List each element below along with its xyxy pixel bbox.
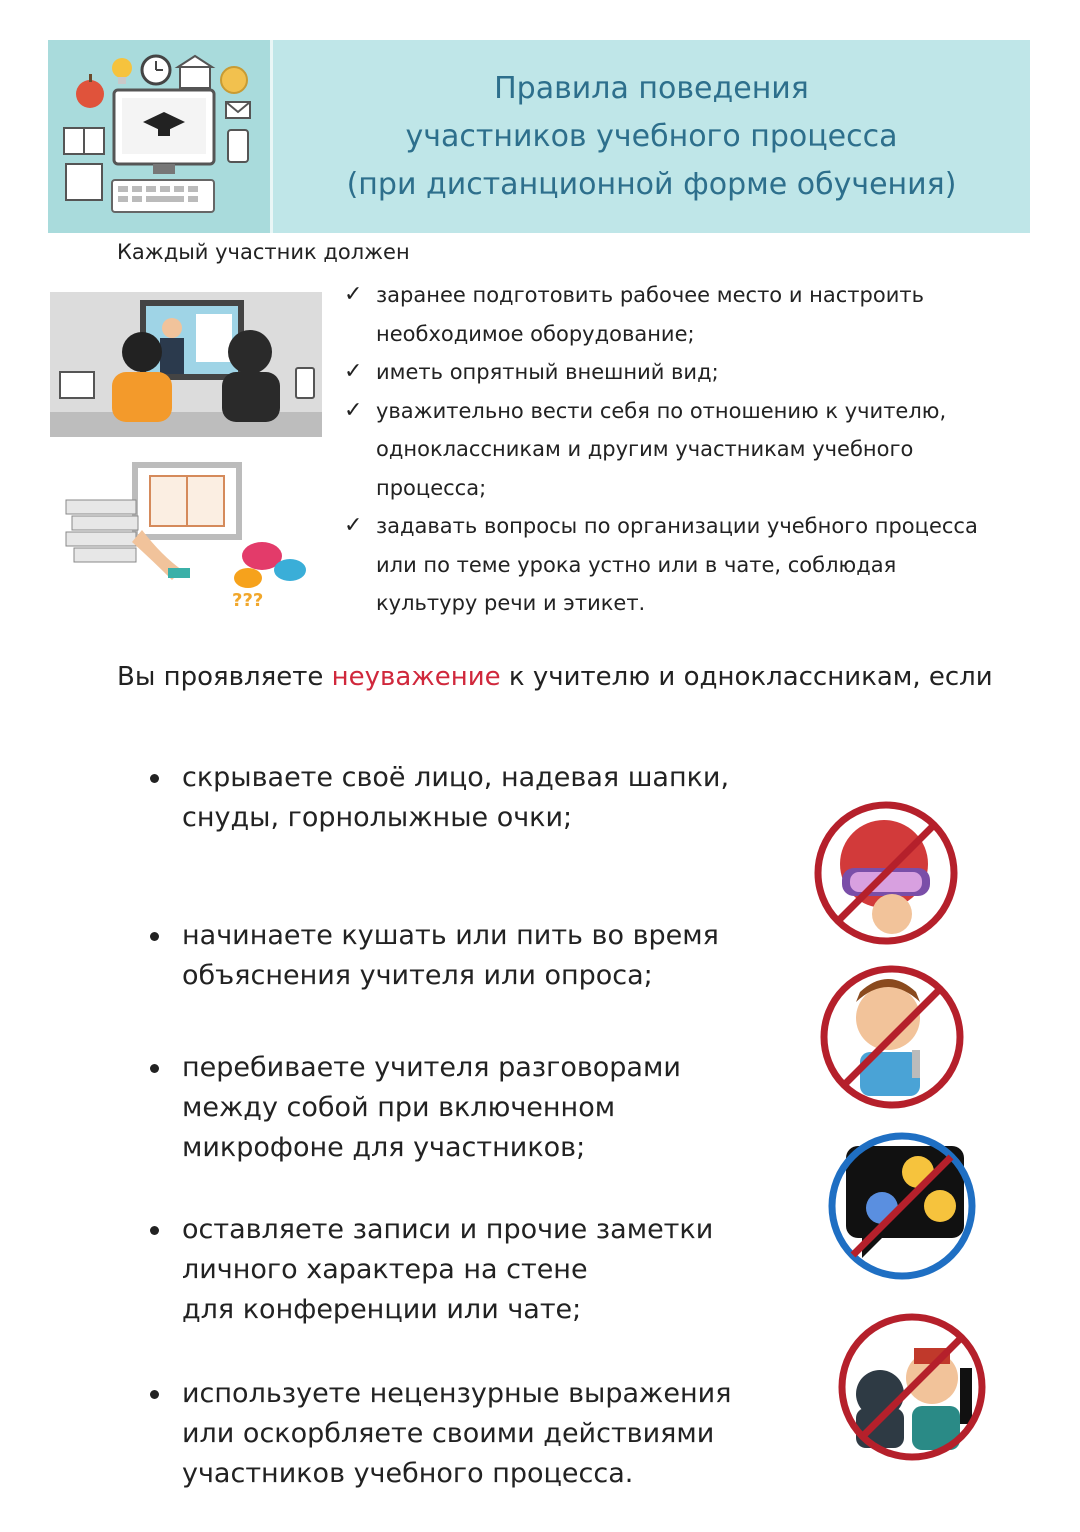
list-item bbox=[340, 276, 1060, 353]
list-item bbox=[340, 353, 1060, 392]
rule-line: микрофоне для участников; bbox=[182, 1132, 586, 1163]
rule-line: личного характера на стене bbox=[182, 1254, 588, 1285]
duty-line: необходимое оборудование; bbox=[376, 321, 695, 346]
svg-text:???: ??? bbox=[232, 590, 264, 610]
duty-line: иметь опрятный внешний вид; bbox=[376, 360, 719, 384]
rule-line: участников учебного процесса. bbox=[182, 1458, 634, 1489]
rule-line: для конференции или чате; bbox=[182, 1294, 582, 1325]
page-title bbox=[273, 40, 1030, 233]
check-icon: ✓ bbox=[344, 513, 363, 538]
title-line: (при дистанционной форме обучения) bbox=[346, 166, 957, 202]
list-item bbox=[340, 392, 1060, 508]
heading-text: Вы проявляете bbox=[117, 662, 332, 692]
duty-line: заранее подготовить рабочее место и настроить bbox=[376, 283, 924, 307]
check-icon: ✓ bbox=[344, 397, 363, 423]
no-chat-emoji-icon bbox=[822, 1128, 982, 1288]
rule-line: перебиваете учителя разговорами bbox=[182, 1052, 681, 1083]
no-noise-icon bbox=[832, 1308, 992, 1470]
no-hat-goggles-icon bbox=[806, 798, 966, 952]
list-item bbox=[150, 1210, 802, 1330]
list-item bbox=[150, 758, 802, 838]
rule-line: начинаете кушать или пить во время bbox=[182, 920, 719, 951]
rule-line: снуды, горнолыжные очки; bbox=[182, 802, 573, 833]
duty-line: культуру речи и этикет. bbox=[376, 591, 646, 615]
duty-line: одноклассникам и другим участникам учебного bbox=[376, 437, 914, 461]
duty-line: процесса; bbox=[376, 475, 487, 500]
list-item bbox=[150, 1048, 802, 1168]
duties-list bbox=[340, 276, 1060, 623]
rule-line: или оскорбляете своими действиями bbox=[182, 1418, 715, 1449]
check-icon: ✓ bbox=[344, 359, 363, 384]
intro-label: Каждый участник должен bbox=[117, 240, 410, 264]
check-icon: ✓ bbox=[344, 282, 363, 307]
bullet-icon bbox=[150, 1390, 159, 1399]
bullet-icon bbox=[150, 1064, 159, 1073]
video-lesson-illustration bbox=[50, 292, 322, 437]
rule-line: используете нецензурные выражения bbox=[182, 1378, 732, 1409]
rule-line: скрываете своё лицо, надевая шапки, bbox=[182, 762, 730, 793]
rule-line: объяснения учителя или опроса; bbox=[182, 960, 653, 991]
list-item bbox=[340, 507, 1060, 623]
title-line: Правила поведения bbox=[494, 70, 809, 106]
disrespect-heading bbox=[117, 662, 993, 692]
header-banner bbox=[48, 40, 1030, 233]
duty-line: уважительно вести себя по отношению к учителю, bbox=[376, 398, 947, 423]
list-item bbox=[150, 916, 802, 996]
bullet-icon bbox=[150, 932, 159, 941]
heading-accent: неуважение bbox=[331, 662, 501, 692]
heading-text: к учителю и одноклассникам, если bbox=[500, 662, 993, 692]
title-line: участников учебного процесса bbox=[405, 118, 898, 154]
list-item bbox=[150, 1374, 802, 1494]
education-icons-illustration bbox=[48, 40, 273, 233]
no-eating-icon bbox=[816, 962, 968, 1116]
rule-line: между собой при включенном bbox=[182, 1092, 616, 1123]
online-book-chat-illustration bbox=[62, 460, 312, 610]
duty-line: задавать вопросы по организации учебного процесса bbox=[376, 514, 978, 538]
rule-line: оставляете записи и прочие заметки bbox=[182, 1214, 714, 1245]
duty-line: или по теме урока устно или в чате, соблюдая bbox=[376, 552, 897, 577]
bullet-icon bbox=[150, 774, 159, 783]
bullet-icon bbox=[150, 1226, 159, 1235]
